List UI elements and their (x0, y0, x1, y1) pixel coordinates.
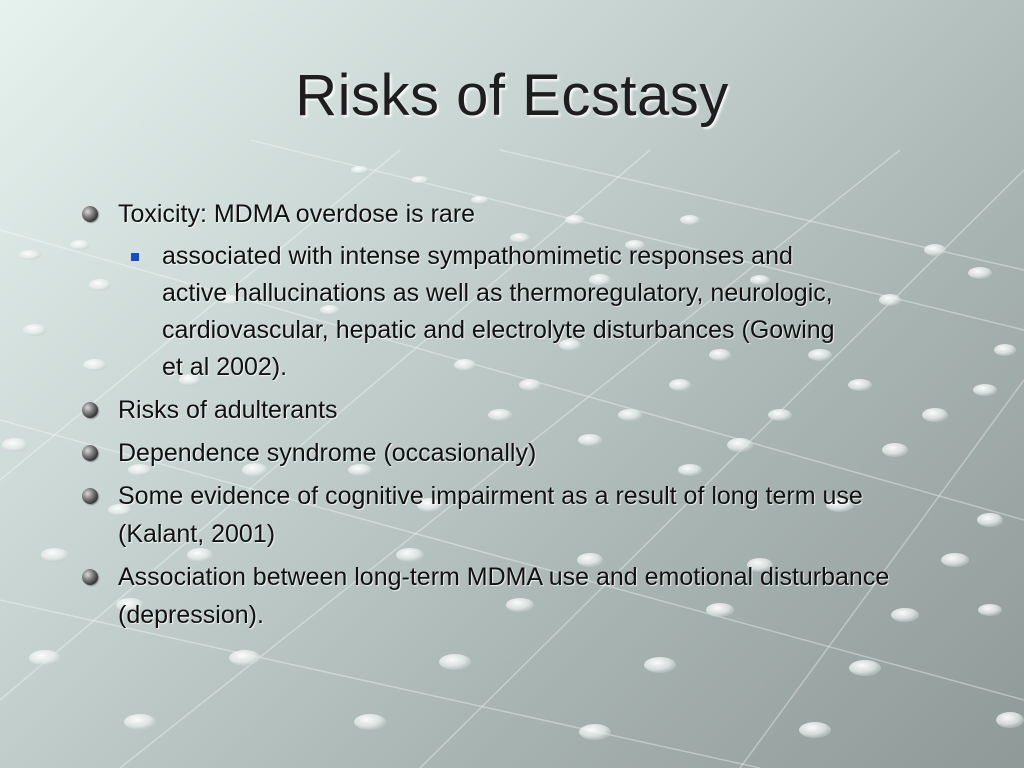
bullet-toxicity (80, 195, 940, 233)
round-bullet-icon (82, 206, 98, 222)
sub-bullet-text: associated with intense sympathomimetic responses and active hallucinations as well as thermoregulatory, neurologic, cardiovascular, hepatic and electrolyte disturbances (Gowing et al 2002). (162, 242, 835, 381)
bullet-adulterants (80, 391, 940, 429)
slide-title: Risks of Ecstasy (295, 63, 729, 128)
sub-bullet-toxicity-detail (80, 238, 862, 386)
bullet-text: Association between long-term MDMA use and emotional disturbance (depression). (118, 563, 890, 629)
bullet-list (80, 195, 940, 639)
bullet-emotional (80, 558, 940, 634)
round-bullet-icon (82, 402, 98, 418)
bullet-text: Risks of adulterants (118, 396, 338, 424)
round-bullet-icon (82, 488, 98, 504)
round-bullet-icon (82, 445, 98, 461)
bullet-dependence (80, 434, 940, 472)
bullet-cognitive (80, 477, 940, 553)
bullet-text: Dependence syndrome (occasionally) (118, 439, 537, 467)
bullet-text: Toxicity: MDMA overdose is rare (118, 200, 476, 228)
bullet-text: Some evidence of cognitive impairment as a result of long term use (Kalant, 2001) (118, 482, 863, 548)
square-bullet-icon (131, 253, 139, 261)
round-bullet-icon (82, 569, 98, 585)
